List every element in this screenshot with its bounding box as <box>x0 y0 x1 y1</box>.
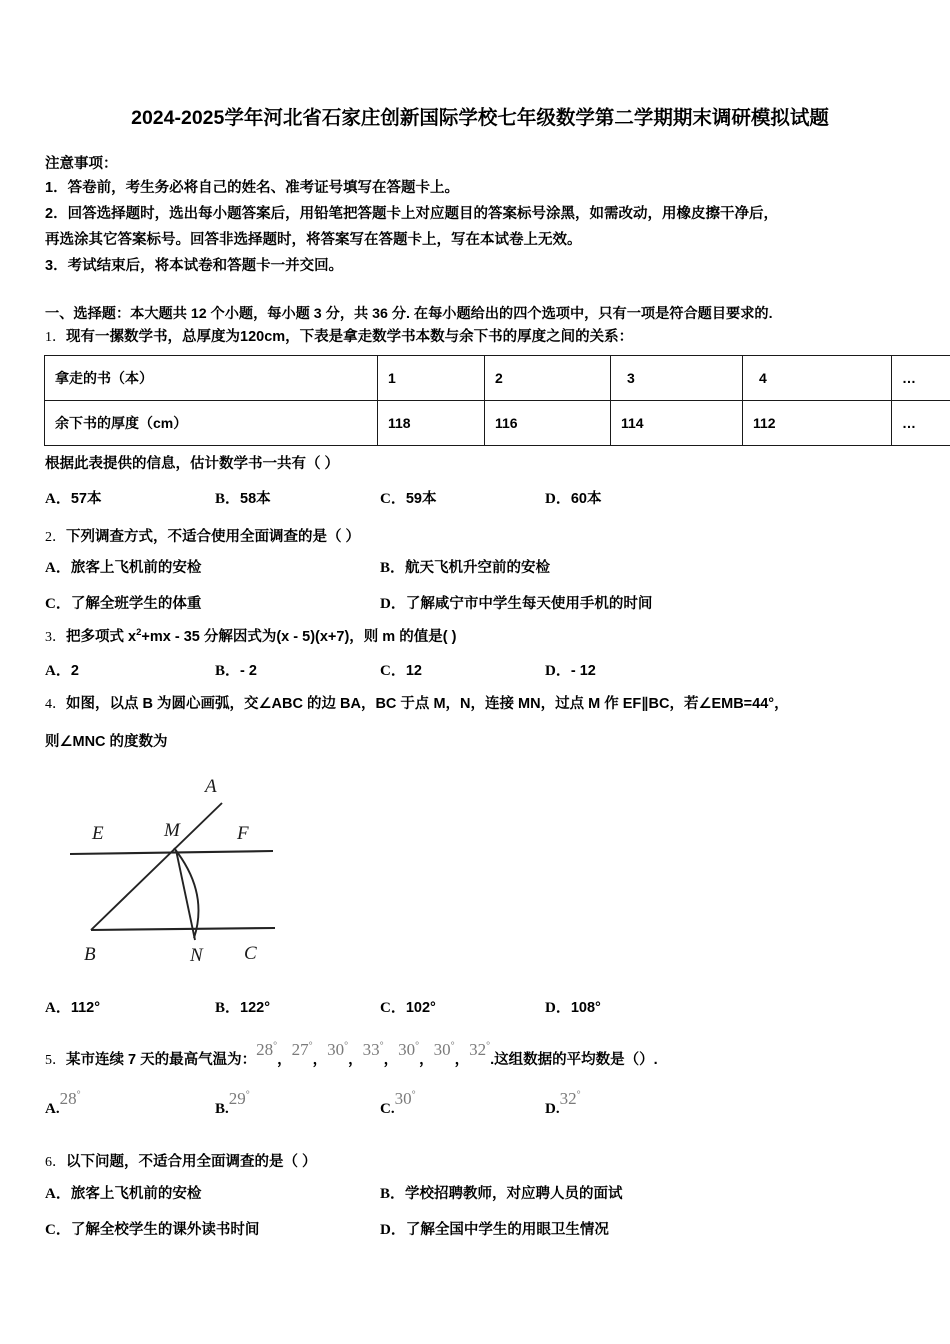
label-m: M <box>164 820 180 841</box>
table-row2-value-4: 112 <box>743 401 892 446</box>
question-6-text: 以下问题，不适合用全面调查的是（ ） <box>66 1154 317 1170</box>
label-f: F <box>237 823 249 844</box>
page-title: 2024-2025学年河北省石家庄创新国际学校七年级数学第二学期期末调研模拟试题 <box>131 107 829 129</box>
question-5-text-after: .这组数据的平均数是（）. <box>490 1052 658 1068</box>
line-ef <box>70 851 273 854</box>
question-5-number: 5． <box>45 1053 66 1068</box>
question-6-option-b[interactable]: B．学校招聘教师，对应聘人员的面试 <box>380 1186 623 1202</box>
question-1-text: 现有一摞数学书，总厚度为120cm，下表是拿走数学书本数与余下书的厚度之间的关系： <box>66 329 634 345</box>
question-2-number: 2． <box>45 530 66 545</box>
table-row1-value-2: 2 <box>485 356 611 401</box>
question-6-option-a[interactable]: A．旅客上飞机前的安检 <box>45 1186 202 1202</box>
question-3-option-c[interactable]: C．12 <box>380 663 422 679</box>
question-3-options <box>0 659 950 683</box>
question-5-temp-5: 30° <box>398 1040 420 1059</box>
question-3-text-after: +mx - 35 分解因式为(x - 5)(x+7)，则 m 的值是( ) <box>141 629 457 645</box>
question-1-after-table: 根据此表提供的信息，估计数学书一共有（ ） <box>45 456 340 472</box>
question-3-option-d[interactable]: D．- 12 <box>545 663 596 679</box>
question-2-option-c[interactable]: C．了解全班学生的体重 <box>45 596 202 612</box>
question-2-options-row1 <box>0 556 950 580</box>
notice-line-4: 3．考试结束后，将本试卷和答题卡一并交回。 <box>45 258 344 274</box>
label-c: C <box>244 943 257 964</box>
question-2-stem <box>45 525 360 550</box>
notice-line-1: 1．答卷前，考生务必将自己的姓名、准考证号填写在答题卡上。 <box>45 180 460 196</box>
question-1-option-d[interactable]: D．60本 <box>545 491 602 507</box>
table-row2-value-2: 116 <box>485 401 611 446</box>
question-4-stem-line1 <box>45 692 789 717</box>
question-3-number: 3． <box>45 630 66 645</box>
question-5-option-c[interactable]: C.30° <box>380 1089 416 1117</box>
question-2-option-a[interactable]: A．旅客上飞机前的安检 <box>45 560 202 576</box>
question-1-option-c[interactable]: C．59本 <box>380 491 437 507</box>
question-3-option-b[interactable]: B．- 2 <box>215 663 257 679</box>
question-1-number: 1． <box>45 330 66 345</box>
question-4-options <box>0 996 950 1020</box>
notice-line-2: 2．回答选择题时，选出每小题答案后，用铅笔把答题卡上对应题目的答案标号涂黑，如需改动，用橡皮擦干净后， <box>45 206 779 222</box>
label-b: B <box>84 944 96 965</box>
question-4-option-c[interactable]: C．102° <box>380 1000 436 1016</box>
notice-heading: 注意事项： <box>45 156 118 172</box>
question-4-number: 4． <box>45 697 66 712</box>
question-5-text-before: 某市连续 7 天的最高气温为： <box>66 1052 257 1068</box>
question-5-temp-6: 30° <box>433 1040 455 1059</box>
question-5-temp-7: 32° <box>469 1040 491 1059</box>
question-1-option-a[interactable]: A．57本 <box>45 491 102 507</box>
question-3-exponent: 2 <box>136 627 142 639</box>
question-6-options-row2 <box>0 1218 950 1242</box>
question-1-table <box>44 355 950 446</box>
question-5-option-a[interactable]: A.28° <box>45 1089 81 1117</box>
question-3-text-before: 把多项式 x <box>66 629 137 645</box>
question-1-options <box>0 487 950 511</box>
question-5-option-b[interactable]: B.29° <box>215 1089 250 1117</box>
question-6-option-c[interactable]: C．了解全校学生的课外读书时间 <box>45 1222 260 1238</box>
question-2-text: 下列调查方式，不适合使用全面调查的是（ ） <box>66 529 361 545</box>
table-row1-value-4: 4 <box>743 356 892 401</box>
question-1-option-b[interactable]: B．58本 <box>215 491 271 507</box>
question-4-option-b[interactable]: B．122° <box>215 1000 271 1016</box>
question-2-option-d[interactable]: D．了解咸宁市中学生每天使用手机的时间 <box>380 596 653 612</box>
table-row1-value-3: 3 <box>611 356 743 401</box>
question-6-options-row1 <box>0 1182 950 1206</box>
question-5-temp-3: 30° <box>327 1040 349 1059</box>
question-6-stem <box>45 1150 317 1175</box>
geometry-diagram-svg <box>70 770 320 985</box>
question-4-figure <box>70 770 320 985</box>
question-5-temp-2: 27° <box>291 1040 313 1059</box>
question-6-number: 6． <box>45 1155 66 1170</box>
table-row2-value-1: 118 <box>378 401 485 446</box>
table-row1-value-1: 1 <box>378 356 485 401</box>
question-5-temp-1: 28° <box>256 1040 278 1059</box>
question-3-option-a[interactable]: A．2 <box>45 663 79 679</box>
table-row1-label: 拿走的书（本） <box>45 356 378 401</box>
question-1-stem <box>45 325 633 350</box>
question-5-temp-4: 33° <box>362 1040 384 1059</box>
question-3-stem <box>45 625 456 650</box>
question-5-stem: 5．某市连续 7 天的最高气温为：28°，27°，30°，33°，30°，30°，32°.这组数据的平均数是（）. <box>45 1040 658 1068</box>
question-2-options-row2 <box>0 592 950 616</box>
table-row2-value-3: 114 <box>611 401 743 446</box>
question-4-option-d[interactable]: D．108° <box>545 1000 601 1016</box>
table-row1-value-5: … <box>892 356 950 401</box>
question-4-stem-line2: 则∠MNC 的度数为 <box>45 734 168 750</box>
question-2-option-b[interactable]: B．航天飞机升空前的安检 <box>380 560 551 576</box>
label-e: E <box>92 823 104 844</box>
table-row2-value-5: … <box>892 401 950 446</box>
table-row2-label: 余下书的厚度（cm） <box>45 401 378 446</box>
notice-line-3: 再选涂其它答案标号。回答非选择题时，将答案写在答题卡上，写在本试卷上无效。 <box>45 232 582 248</box>
line-bc <box>91 928 275 930</box>
question-4-option-a[interactable]: A．112° <box>45 1000 101 1016</box>
label-n: N <box>190 945 203 966</box>
question-6-option-d[interactable]: D．了解全国中学生的用眼卫生情况 <box>380 1222 609 1238</box>
question-5-options <box>0 1089 950 1122</box>
question-5-option-d[interactable]: D.32° <box>545 1089 581 1117</box>
section-heading-choice: 一、选择题：本大题共 12 个小题，每小题 3 分，共 36 分. 在每小题给出的四个选项中，只有一项是符合题目要求的. <box>45 306 773 322</box>
table-row <box>45 356 950 401</box>
ray-ba <box>91 803 222 930</box>
label-a: A <box>205 776 217 797</box>
question-4-text-1: 如图，以点 B 为圆心画弧，交∠ABC 的边 BA，BC 于点 M，N，连接 MN，过点 M 作 EF∥BC，若∠EMB=44°， <box>66 696 789 712</box>
table-row <box>45 401 950 446</box>
